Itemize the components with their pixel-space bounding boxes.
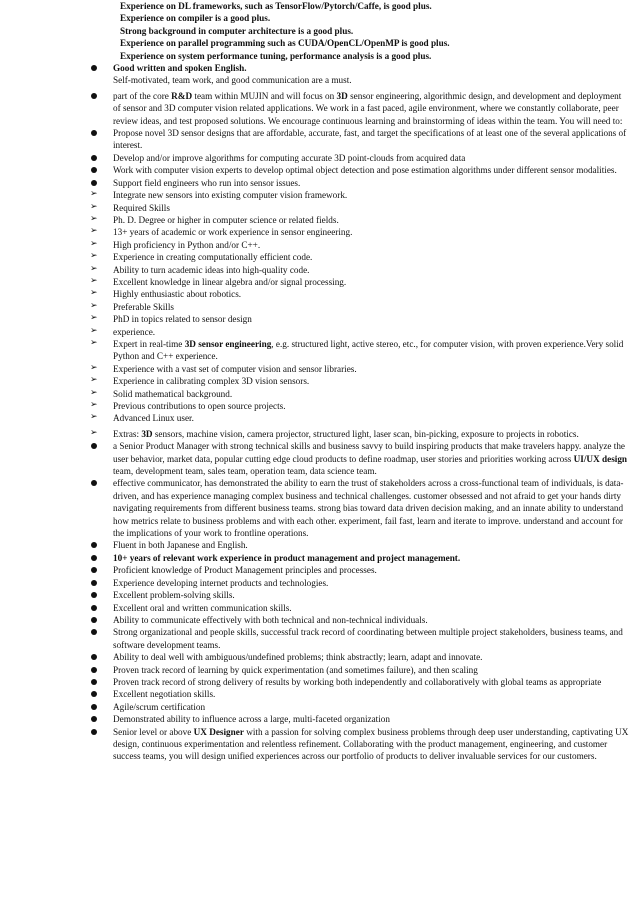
bullet-icon: [90, 577, 102, 589]
list-item-text: Excellent negotiation skills.: [113, 689, 216, 700]
list-item: [0, 338, 638, 363]
list-item-text: Work with computer vision experts to develop optimal object detection and pose estimation algorithms under different sensor modalities.: [113, 165, 617, 176]
list-item-text: Highly enthusiastic about robotics.: [113, 289, 242, 300]
bullet-icon: [90, 589, 102, 601]
bullet-icon: [90, 713, 102, 725]
text-run: sensors, machine vision, camera projector, structured light, laser scan, bin-picking, exposure to projects in robotics.: [152, 428, 579, 439]
bullet-icon: [90, 676, 102, 688]
arrow-bullet-icon: [90, 326, 102, 338]
list-item: [0, 164, 638, 176]
text-run: Senior level or above: [113, 726, 194, 737]
text-line: Experience on compiler is a good plus.: [120, 13, 271, 24]
bullet-icon: [90, 539, 102, 551]
bullet-icon: [90, 664, 102, 676]
text-run: with a passion for solving complex business problems through deep user understanding, captivating UX design, continuous experimentation and relentless refinement. Collaborating with the product management, engineering, and customer success teams, you will design unified experiences across our portfolio of products to deliver invaluable services for our customers.: [113, 726, 629, 762]
list-item: [0, 589, 638, 601]
list-item-text: Experience with a vast set of computer vision and sensor libraries.: [113, 363, 357, 374]
bullet-icon: [90, 62, 102, 74]
arrow-bullet-icon: [90, 363, 102, 375]
list-item-text: experience.: [113, 326, 156, 337]
list-item-text: Strong organizational and people skills, successful track record of coordinating between multiple project stakeholders, business teams, and software development teams.: [113, 627, 623, 650]
english-title: Good written and spoken English.: [113, 63, 247, 74]
list-item: [0, 552, 638, 564]
bullet-icon: [90, 90, 102, 102]
bullet-icon: [90, 477, 102, 489]
text-run-bold: R&D: [171, 90, 193, 101]
list-item-text: 13+ years of academic or work experience in sensor engineering.: [113, 227, 353, 238]
text-run-bold: 3D: [141, 428, 153, 439]
list-item: [0, 713, 638, 725]
bullet-icon: [90, 164, 102, 176]
list-item-text: Develop and/or improve algorithms for computing accurate 3D point-clouds from acquired data: [113, 152, 466, 163]
bullet-icon: [90, 626, 102, 638]
list-item-text: Excellent knowledge in linear algebra and/or signal processing.: [113, 276, 347, 287]
list-item: [0, 664, 638, 676]
bullet-icon: [90, 726, 102, 738]
list-item-text: Agile/scrum certification: [113, 701, 206, 712]
arrow-bullet-icon: [90, 412, 102, 424]
text-run: part of the core: [113, 90, 172, 101]
bullet-icon: [90, 688, 102, 700]
list-item-text: Fluent in both Japanese and English.: [113, 540, 248, 551]
list-item: [0, 626, 638, 651]
text-run: Expert in real-time: [113, 338, 185, 349]
arrow-bullet-icon: [90, 388, 102, 400]
arrow-bullet-icon: [90, 428, 102, 440]
list-item-text: effective communicator, has demonstrated the ability to earn the trust of stakeholders across a cross-functional team of individuals, is data-driven, and has experience managing complex business and technical challenges. customer obsessed and not afraid to get your hands dirty navigating requirements from different business teams. strong bias toward data driven decision making, and an innate ability to understand how metrics relate to business problems and with each other. experiment, fail fast, learn and iterate to improve. understand and account for the implications of your work to frontline operations.: [113, 478, 624, 539]
bullet-icon: [90, 564, 102, 576]
text-run: , e.g. structured light, active stereo, etc., for computer vision, with proven experience.Very solid Python and C++ experience.: [113, 338, 624, 362]
list-item: [0, 577, 638, 589]
bullet-icon: [90, 701, 102, 713]
list-item-text: Excellent problem-solving skills.: [113, 590, 235, 601]
text-run-bold: UI/UX design: [573, 453, 628, 464]
list-item-text: PhD in topics related to sensor design: [113, 314, 252, 325]
list-item: [0, 676, 638, 688]
list-item-text: Preferable Skills: [113, 301, 174, 312]
list-item-text: Excellent oral and written communication skills.: [113, 602, 292, 613]
list-item: [0, 440, 638, 477]
arrow-bullet-icon: [90, 276, 102, 288]
text-run: team, development team, sales team, operation team, data science team.: [113, 466, 377, 477]
bullet-icon: [90, 651, 102, 663]
text-line: Experience on system performance tuning, performance analysis is a good plus.: [120, 50, 432, 61]
bullet-icon: [90, 602, 102, 614]
list-item: [0, 127, 638, 152]
arrow-bullet-icon: [90, 264, 102, 276]
text-run: Extras:: [113, 428, 142, 439]
list-item: [0, 152, 638, 164]
bullet-icon: [90, 614, 102, 626]
list-item-text: Ability to turn academic ideas into high-quality code.: [113, 264, 310, 275]
list-item: [0, 726, 638, 763]
list-item-text-bold: 10+ years of relevant work experience in product management and project management.: [113, 552, 461, 563]
arrow-bullet-icon: [90, 313, 102, 325]
text-line: Experience on parallel programming such as CUDA/OpenCL/OpenMP is good plus.: [120, 38, 450, 49]
list-item-text: Proven track record of learning by quick experimentation (and sometimes failure), and then scaling: [113, 664, 478, 675]
list-item: [0, 688, 638, 700]
list-item-text: Ability to deal well with ambiguous/undefined problems; think abstractly; learn, adapt and innovate.: [113, 652, 483, 663]
arrow-bullet-icon: [90, 239, 102, 251]
list-item: [0, 614, 638, 626]
list-item-text: Required Skills: [113, 202, 170, 213]
list-item: [0, 602, 638, 614]
list-item-text: Integrate new sensors into existing computer vision framework.: [113, 190, 348, 201]
list-item-text: Previous contributions to open source projects.: [113, 401, 286, 411]
bullet-icon: [90, 127, 102, 139]
text-run-bold: 3D: [336, 90, 348, 101]
bullet-icon: [90, 177, 102, 189]
list-item: [0, 428, 638, 440]
bullet-icon: [90, 440, 102, 452]
text-line: Strong background in computer architecture is a good plus.: [120, 25, 354, 36]
text-run: sensor engineering, algorithmic design, and development and deployment of sensor and 3D computer vision related applications. We work in a fast paced, agile environment, where we constantly collaborate, peer review ideas, and test proposed solutions. We encourage continuous learning and brainstorming of ideas within the team. You will need to:: [113, 90, 623, 126]
text-run: team within MUJIN and will focus on: [192, 90, 337, 101]
preferred-skills-block: [0, 0, 638, 62]
text-run-bold: 3D sensor engineering: [184, 338, 272, 349]
arrow-bullet-icon: [90, 214, 102, 226]
list-item-text: Experience in creating computationally efficient code.: [113, 252, 313, 263]
text-run: a Senior Product Manager with strong technical skills and business savvy to build inspiring products that make travelers happy. analyze the user behavior, market data, popular cutting edge cloud products to define roadmap, user stories and priorities working across: [113, 441, 626, 464]
arrow-bullet-icon: [90, 375, 102, 387]
list-item: [0, 412, 638, 424]
list-item-text: Proven track record of strong delivery of results by working both independently and collaboratively with global teams as appropriate: [113, 676, 602, 687]
arrow-bullet-icon: [90, 288, 102, 300]
list-item-text: Solid mathematical background.: [113, 388, 233, 399]
list-item: [0, 701, 638, 713]
arrow-bullet-icon: [90, 226, 102, 238]
text-run-bold: UX Designer: [193, 726, 244, 737]
list-item-text: Propose novel 3D sensor designs that are affordable, accurate, fast, and target the specifications of at least one of the several applications of interest.: [113, 128, 627, 151]
list-item-text: Demonstrated ability to influence across a large, multi-faceted organization: [113, 714, 390, 725]
bullet-icon: [90, 152, 102, 164]
list-item-text: Experience in calibrating complex 3D vision sensors.: [113, 376, 310, 387]
list-item-text: Advanced Linux user.: [113, 413, 194, 424]
text-line: Experience on DL frameworks, such as TensorFlow/Pytorch/Caffe, is good plus.: [120, 1, 432, 11]
list-item-text: Support field engineers who run into sensor issues.: [113, 177, 301, 188]
list-item-text: High proficiency in Python and/or C++.: [113, 239, 261, 250]
list-item-text: Experience developing internet products and technologies.: [113, 577, 329, 588]
english-requirement: [0, 62, 638, 87]
list-item: [0, 539, 638, 551]
english-subtext: Self-motivated, team work, and good communication are a must.: [113, 75, 352, 86]
arrow-bullet-icon: [90, 189, 102, 201]
list-item-text: Proficient knowledge of Product Management principles and processes.: [113, 565, 377, 576]
list-item: [0, 651, 638, 663]
mujin-intro: [0, 90, 638, 127]
arrow-bullet-icon: [90, 301, 102, 313]
arrow-bullet-icon: [90, 338, 102, 350]
list-item-text: Ph. D. Degree or higher in computer science or related fields.: [113, 214, 339, 225]
arrow-bullet-icon: [90, 202, 102, 214]
bullet-icon: [90, 552, 102, 564]
arrow-bullet-icon: [90, 251, 102, 263]
arrow-bullet-icon: [90, 400, 102, 412]
list-item: [0, 564, 638, 576]
list-item: [0, 477, 638, 539]
list-item-text: Ability to communicate effectively with both technical and non-technical individuals.: [113, 614, 428, 625]
